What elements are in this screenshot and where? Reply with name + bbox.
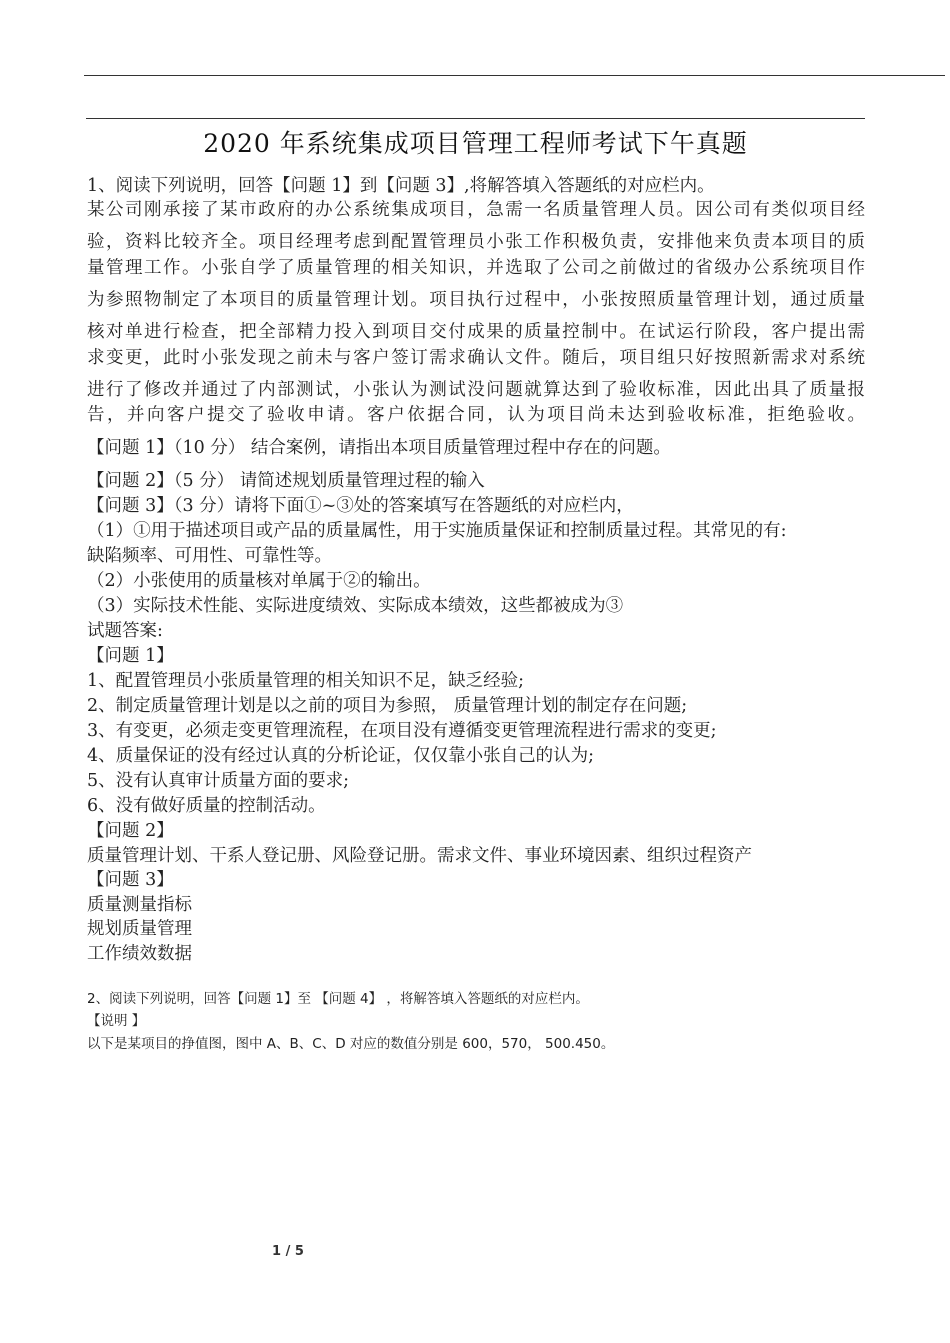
question-1: 【问题 1】（10 分） 结合案例，请指出本项目质量管理过程中存在的问题。 [87,438,671,458]
question-2: 【问题 2】（5 分） 请简述规划质量管理过程的输入 [87,471,485,491]
answer-2-text: 质量管理计划、干系人登记册、风险登记册。需求文件、事业环境因素、组织过程资产 [87,846,752,866]
title-rule [86,118,865,119]
answer-1-item: 2、制定质量管理计划是以之前的项目为参照， 质量管理计划的制定存在问题; [87,696,688,716]
case-line: 核对单进行检查，把全部精力投入到项目交付成果的质量控制中。在试运行阶段，客户提出需 [87,322,865,342]
answer-1-item: 3、有变更，必须走变更管理流程，在项目没有遵循变更管理流程进行需求的变更; [87,721,717,741]
question-3-item: （1）①用于描述项目或产品的质量属性，用于实施质量保证和控制质量过程。其常见的有: [87,521,787,541]
case-line: 验，资料比较齐全。项目经理考虑到配置管理员小张工作积极负责，安排他来负责本项目的质 [87,232,865,252]
question-3-item: （3）实际技术性能、实际进度绩效、实际成本绩效，这些都被成为③ [87,596,624,616]
answer-3-heading: 【问题 3】 [87,870,174,890]
page-number: 1 / 5 [272,1244,304,1259]
answer-1-item: 5、没有认真审计质量方面的要求; [87,771,350,791]
case-line: 进行了修改并通过了内部测试，小张认为测试没问题就算达到了验收标准，因此出具了质量报 [87,380,865,400]
q2-note-heading: 【说明 】 [87,1013,146,1029]
header-rule [84,75,945,76]
answer-1-item: 1、配置管理员小张质量管理的相关知识不足，缺乏经验; [87,671,525,691]
case-line: 量管理工作。小张自学了质量管理的相关知识，并选取了公司之前做过的省级办公系统项目作 [87,258,865,278]
case-line: 告，并向客户提交了验收申请。客户依据合同，认为项目尚未达到验收标准，拒绝验收。 [87,405,865,425]
page-title: 2020 年系统集成项目管理工程师考试下午真题 [203,129,748,158]
answer-1-item: 4、质量保证的没有经过认真的分析论证，仅仅靠小张自己的认为; [87,746,595,766]
question-3: 【问题 3】（3 分）请将下面①~③处的答案填写在答题纸的对应栏内， [87,496,634,516]
q2-note-text: 以下是某项目的挣值图，图中 A、B、C、D 对应的数值分别是 600，570， 500.450。 [87,1036,615,1052]
answer-3-item: 质量测量指标 [87,895,192,915]
q2-intro: 2、阅读下列说明，回答【问题 1】至 【问题 4】 ，将解答填入答题纸的对应栏内。 [87,991,589,1007]
answer-heading: 试题答案: [87,621,163,641]
answer-3-item: 工作绩效数据 [87,944,192,964]
question-3-item: （2）小张使用的质量核对单属于②的输出。 [87,571,431,591]
q1-intro: 1、阅读下列说明，回答【问题 1】到【问题 3】,将解答填入答题纸的对应栏内。 [87,176,715,196]
question-3-item: 缺陷频率、可用性、可靠性等。 [87,546,332,566]
case-line: 某公司刚承接了某市政府的办公系统集成项目，急需一名质量管理人员。因公司有类似项目经 [87,200,865,220]
answer-1-heading: 【问题 1】 [87,646,174,666]
case-line: 为参照物制定了本项目的质量管理计划。项目执行过程中，小张按照质量管理计划，通过质量 [87,290,865,310]
answer-1-item: 6、没有做好质量的控制活动。 [87,796,326,816]
answer-3-item: 规划质量管理 [87,919,192,939]
answer-2-heading: 【问题 2】 [87,821,174,841]
case-line: 求变更，此时小张发现之前未与客户签订需求确认文件。随后，项目组只好按照新需求对系统 [87,348,865,368]
